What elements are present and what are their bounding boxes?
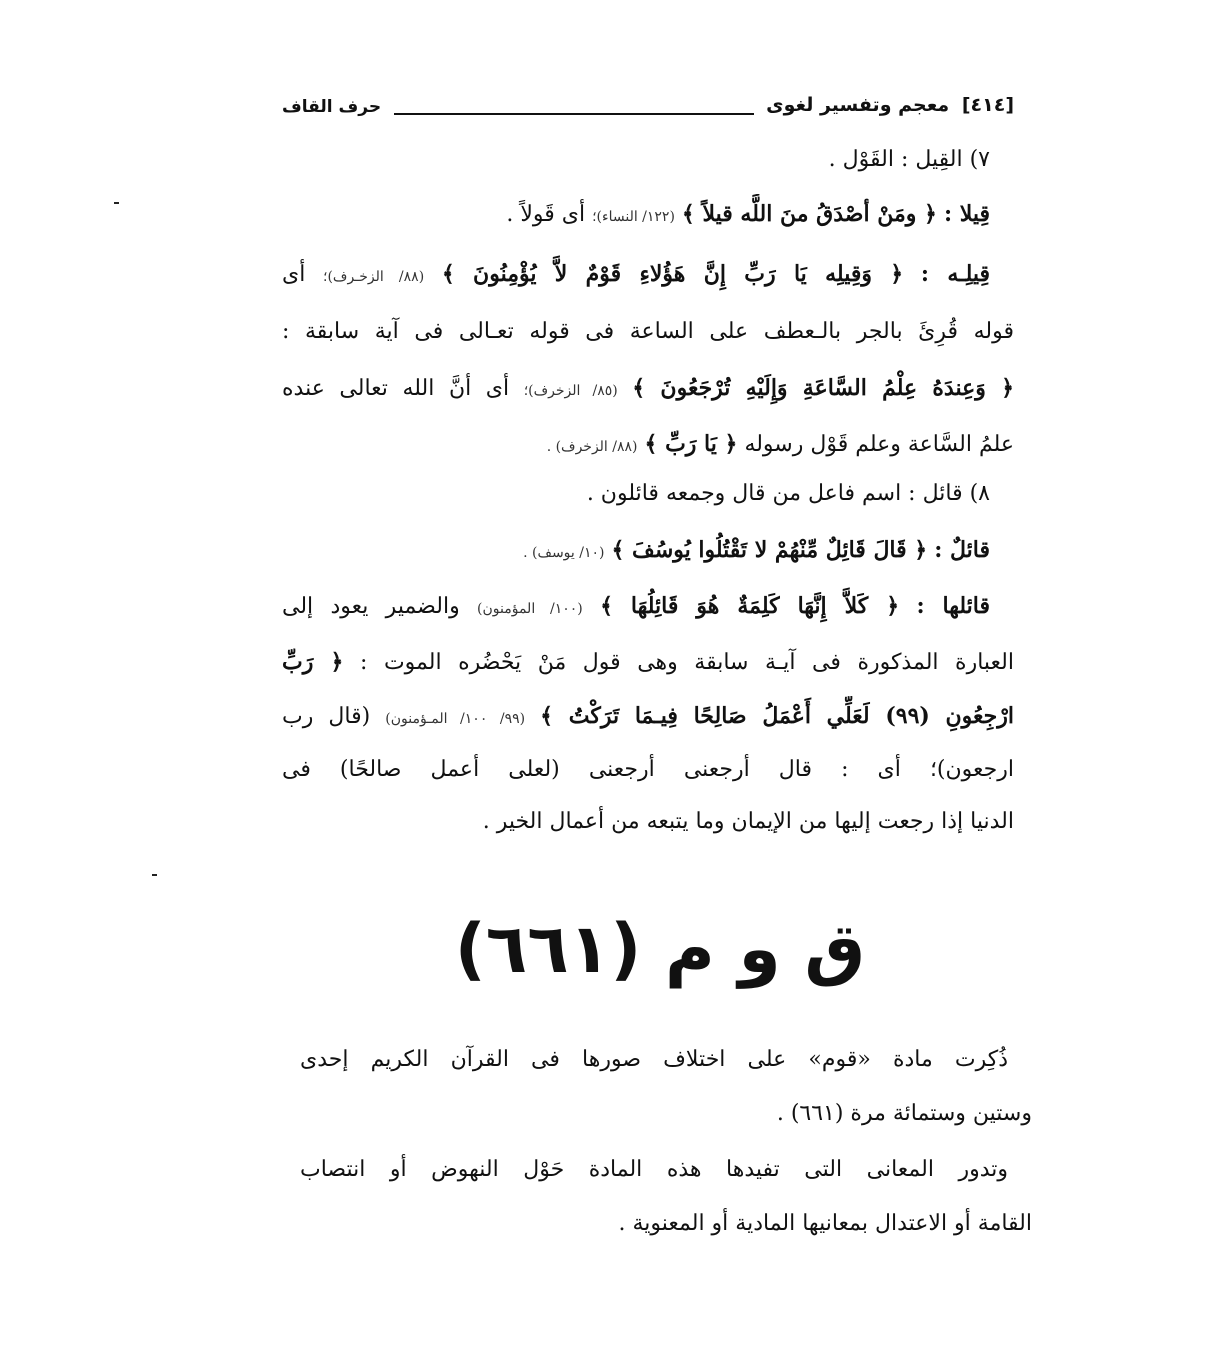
text-line-content: (قال رب	[282, 704, 371, 729]
text-line	[282, 424, 1014, 464]
text-line	[300, 1040, 1032, 1080]
entry-head: قائلٌ :	[934, 537, 990, 563]
gloss: أى قَولاً .	[506, 202, 586, 227]
page-header	[282, 92, 1014, 128]
text-line-content: علمُ السَّاعة وعلم قَوْل رسوله	[744, 432, 1014, 457]
book-title-block	[766, 94, 1014, 116]
quran-verse: ارْجِعُونِ (٩٩) لَعَلِّي أَعْمَلُ صَالِحًا فِيـمَا تَرَكْتُ ﴾	[540, 703, 1014, 729]
section-title: ق و م (٦٦١)	[454, 910, 866, 989]
verse-reference: (٨٨/ الزخـرف)؛	[323, 269, 425, 285]
header-rule	[394, 113, 754, 115]
text-line-content: والضمير يعود إلى	[282, 594, 460, 619]
entry-8-title	[282, 474, 1014, 514]
scan-speck	[114, 202, 119, 204]
entry-qailuha	[282, 586, 1014, 626]
text-line-content: العبارة المذكورة فى آيـة سابقة وهى قول مَنْ يَحْضُره الموت :	[359, 650, 1014, 675]
entry-qila	[282, 194, 1014, 234]
book-title: معجم وتفسير لغوى	[766, 94, 950, 116]
text-line	[282, 696, 1014, 736]
quran-verse: ﴿ رَبِّ	[282, 649, 344, 675]
entry-head: قِيلا :	[943, 201, 990, 227]
text-line-content: ارجعون)؛ أى : قال أرجعنى أرجعنى (لعلى أعمل صالحًا) فى	[282, 757, 1014, 782]
gloss: أى	[282, 262, 306, 287]
quran-verse: ﴿ وَعِندَهُ عِلْمُ السَّاعَةِ وَإِلَيْهِ تُرْجَعُونَ ﴾	[632, 375, 1014, 401]
text-line	[300, 1094, 1032, 1134]
quran-verse: ﴿ وَقِيلِه يَا رَبِّ إِنَّ هَؤُلاءِ قَوْمٌ لاَّ يُؤْمِنُونَ ﴾	[441, 261, 904, 287]
entry-head: قِيلِـه :	[920, 261, 991, 287]
text-line	[282, 368, 1014, 408]
text-line-content: وتدور المعانى التى تفيدها هذه المادة حَوْل النهوض أو انتصاب	[300, 1157, 1008, 1182]
verse-reference: (٩٩/ ١٠٠/ المـؤمنون)	[385, 711, 526, 727]
text-line	[282, 802, 1014, 842]
verse-reference: (٨٥/ الزخرف)؛	[523, 383, 618, 399]
page-number: [٤١٤]	[961, 94, 1014, 116]
verse-reference: (١٠٠/ المؤمنون)	[477, 601, 583, 617]
scan-speck	[152, 874, 157, 876]
verse-reference: (١٢٢/ النساء)؛	[592, 209, 675, 225]
quran-verse: ﴿ يَا رَبِّ ﴾	[644, 431, 738, 457]
text-line-content: قوله قُرِئَ بالجر بالـعطف على الساعة فى قوله تعـالى فى آية سابقة :	[282, 319, 1014, 344]
quran-verse: ﴿ قَالَ قَائِلٌ مِّنْهُمْ لا تَقْتُلُوا يُوسُفَ ﴾	[611, 537, 928, 563]
text-line	[282, 312, 1014, 352]
verse-reference: (١٠/ يوسف) .	[523, 545, 605, 561]
text-line	[282, 642, 1014, 682]
entry-7-title-text: ٧) القِيل : القَوْل .	[828, 147, 990, 172]
entry-7-title	[282, 140, 1014, 180]
quran-verse: ﴿ ومَنْ أصْدَقُ منَ اللَّه قيلاً ﴾	[681, 201, 937, 227]
text-line	[300, 1204, 1032, 1244]
text-line-content: وستين وستمائة مرة (٦٦١) .	[776, 1101, 1032, 1126]
text-line	[300, 1150, 1032, 1190]
text-line-content: أى أنَّ الله تعالى عنده	[282, 376, 510, 401]
text-line-content: القامة أو الاعتدال بمعانيها المادية أو المعنوية .	[618, 1211, 1032, 1236]
verse-reference: (٨٨/ الزخرف) .	[546, 439, 638, 455]
chapter-title: حرف القاف	[282, 97, 382, 117]
entry-qiluhu	[282, 254, 1014, 294]
entry-head: قائلها :	[916, 593, 991, 619]
quran-verse: ﴿ كَلاَّ إِنَّهَا كَلِمَةٌ هُوَ قَائِلُهَا ﴾	[600, 593, 900, 619]
entry-qail	[282, 530, 1014, 570]
entry-8-title-text: ٨) قائل : اسم فاعل من قال وجمعه قائلون .	[586, 481, 990, 506]
text-line	[282, 750, 1014, 790]
text-line-content: الدنيا إذا رجعت إليها من الإيمان وما يتبعه من أعمال الخير .	[482, 809, 1014, 834]
text-line-content: ذُكِرت مادة «قوم» على اختلاف صورها فى القرآن الكريم إحدى	[300, 1047, 1008, 1072]
